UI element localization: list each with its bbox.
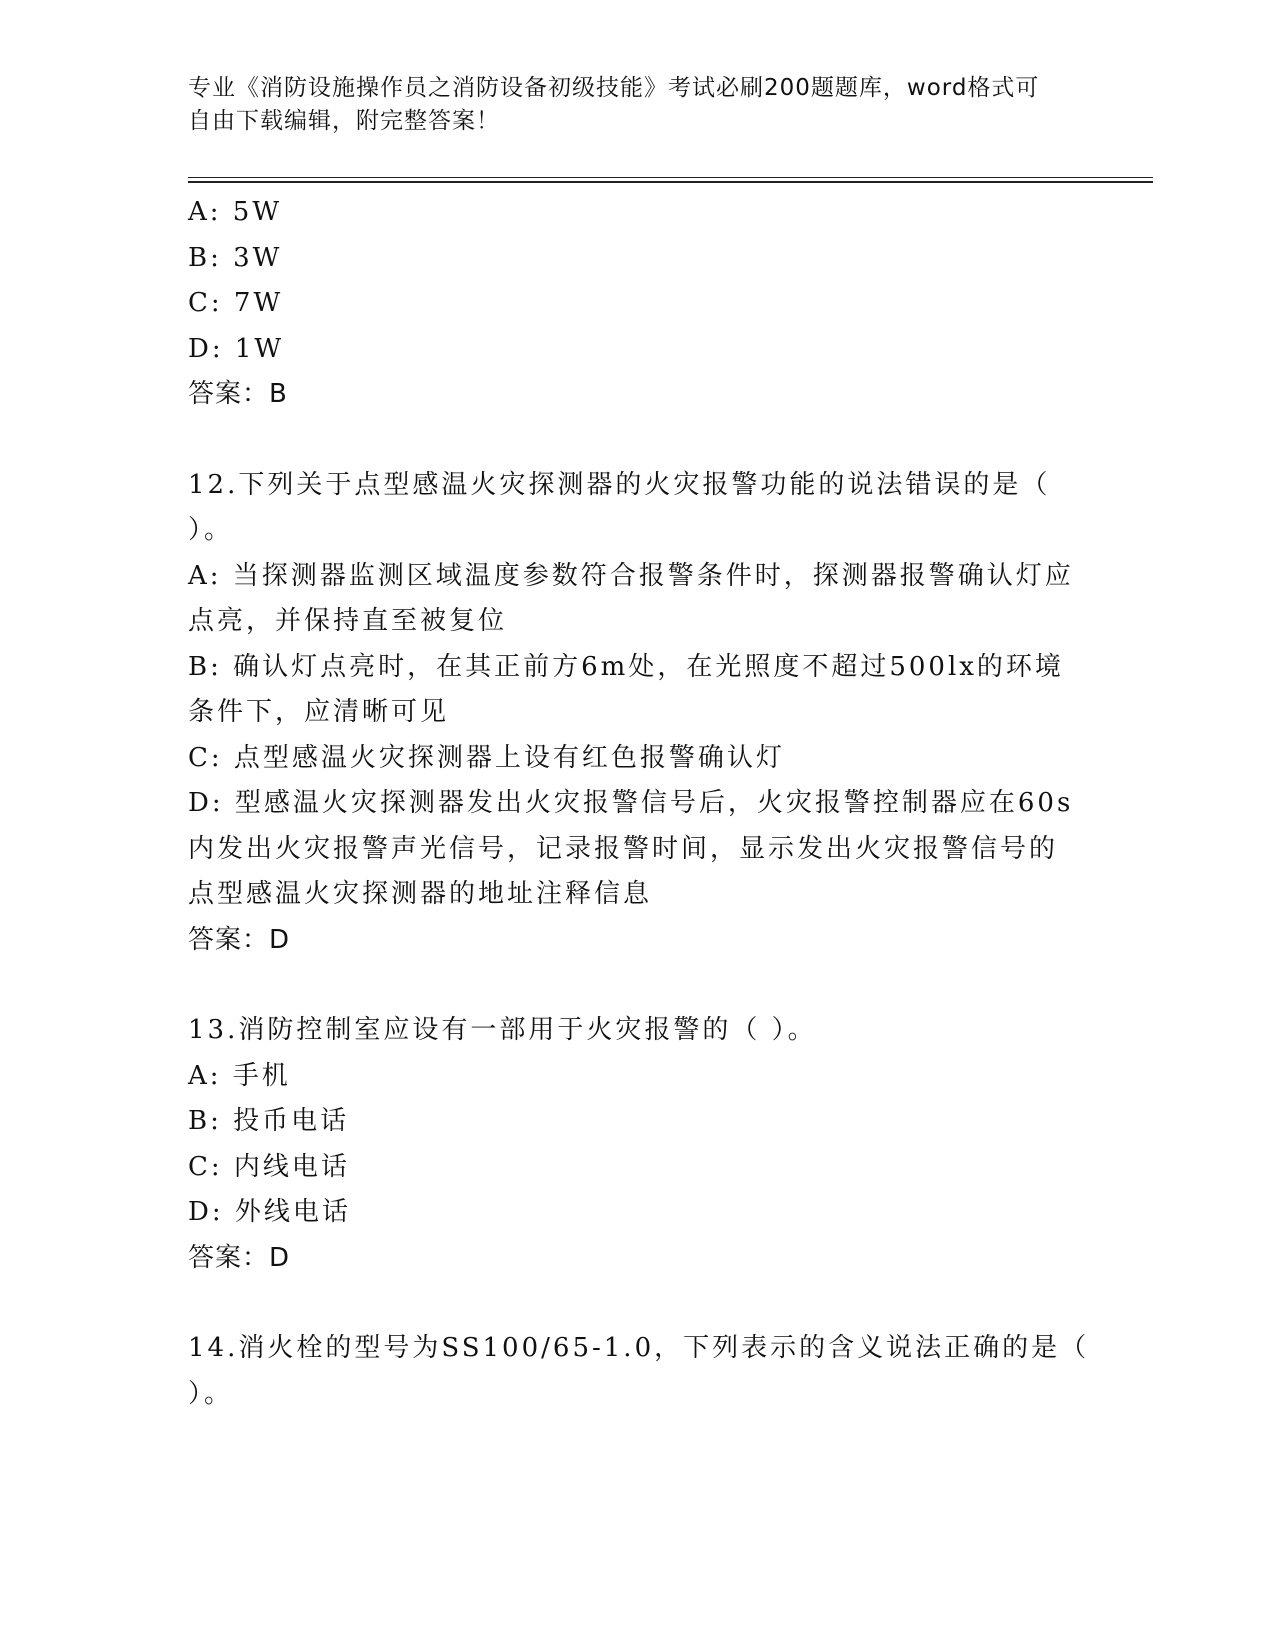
option-c: C: 点型感温火灾探测器上设有红色报警确认灯	[188, 742, 785, 773]
option-a: A: 5W	[188, 197, 283, 227]
option-a-cont: 点亮，并保持直至被复位	[188, 606, 508, 636]
question-content	[188, 190, 1090, 1417]
header-divider-thick	[188, 181, 1153, 183]
option-b: B: 3W	[188, 242, 283, 273]
question-stem: 14.消火栓的型号为SS100/65-1.0，下列表示的含义说法正确的是（	[188, 1333, 1090, 1363]
question-stem-cont: ）。	[188, 1378, 234, 1409]
question-stem: 13.消防控制室应设有一部用于火灾报警的（ ）。	[188, 1015, 817, 1045]
option-b: B: 确认灯点亮时，在其正前方6m处，在光照度不超过500lx的环境	[188, 651, 1064, 682]
spacer	[188, 418, 1078, 463]
option-c: C: 内线电话	[188, 1151, 350, 1182]
option-b-cont: 条件下，应清晰可见	[188, 697, 450, 727]
header-line-1: 专业《消防设施操作员之消防设备初级技能》考试必刷200题题库，word格式可	[188, 75, 1040, 101]
header-line-2: 自由下载编辑，附完整答案！	[188, 108, 500, 134]
option-c: C: 7W	[188, 288, 284, 318]
question-12	[188, 463, 1078, 964]
question-13	[188, 1008, 1078, 1281]
option-d: D: 外线电话	[188, 1197, 351, 1227]
question-stem-cont: ）。	[188, 515, 234, 545]
header-divider-thin	[188, 177, 1153, 178]
option-a: A: 手机	[188, 1060, 291, 1091]
question-14	[188, 1326, 1090, 1417]
answer: 答案：B	[188, 379, 288, 409]
option-d-cont-2: 点型感温火灾探测器的地址注释信息	[188, 879, 653, 909]
answer: 答案：D	[188, 1242, 291, 1273]
option-d: D: 1W	[188, 333, 285, 364]
spacer	[188, 963, 1078, 1008]
question-stem: 12.下列关于点型感温火灾探测器的火灾报警功能的说法错误的是（	[188, 469, 1051, 500]
option-b: B: 投币电话	[188, 1106, 350, 1136]
question-11-options	[188, 190, 1078, 418]
option-d: D: 型感温火灾探测器发出火灾报警信号后，火灾报警控制器应在60s	[188, 788, 1074, 818]
spacer	[188, 1281, 1078, 1326]
answer: 答案：D	[188, 924, 291, 955]
option-d-cont: 内发出火灾报警声光信号，记录报警时间，显示发出火灾报警信号的	[188, 833, 1059, 864]
document-header	[188, 72, 1068, 138]
option-a: A: 当探测器监测区域温度参数符合报警条件时，探测器报警确认灯应	[188, 560, 1074, 591]
